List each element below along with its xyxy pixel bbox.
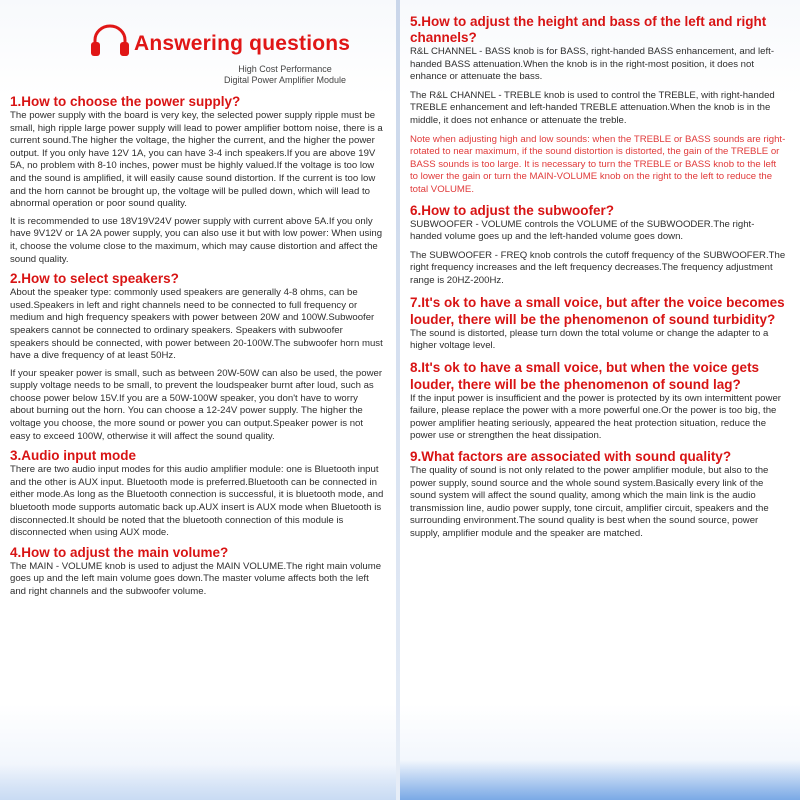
page-subtitle xyxy=(210,64,360,86)
subtitle-line-1: High Cost Performance xyxy=(238,64,332,74)
right-column xyxy=(400,0,800,800)
subtitle-line-2: Digital Power Amplifier Module xyxy=(223,75,347,85)
section-6-paragraph-1: SUBWOOFER - VOLUME controls the VOLUME of the SUBWOODER.The right-handed volume goes up and the left-handed volume goes down. xyxy=(410,218,755,243)
section-1-paragraph-1: The power supply with the board is very key, the selected power supply ripple must be small, high ripple large power supply will lead to power amplifier bottom noise, there is a current sound.The higher the voltage, the higher the current, and the higher the power output. If you only have 12V 1A, you can have 3-4 inch speakers.If you are above 19V 5A, no problem with 8-10 inches, power must be highly valued.If the voltage is too low and the sound is amplified, it will easily cause sound distortion. If the current is too low and the horn cannot be brought up, the voltage will be pulled down, which will lead to abnormal operation or poor sound quality. xyxy=(10,110,383,210)
left-column xyxy=(0,0,396,800)
page-title: Answering questions xyxy=(134,32,351,55)
section-3-heading: 3.Audio input mode xyxy=(10,448,136,464)
section-9-paragraph-1: The quality of sound is not only related to the power amplifier module, but also to the power supply, sound source and the whole sound system.Basically every link of the sound system will affect the sound quality, among which the main link is the audio transmission line, audio power supply, tone circuit, amplifier circuit, speakers and the surrounding environment.The sound quality is best when the sound source, power supply, amplifier module and the speaker are matched. xyxy=(410,465,769,540)
section-5-note: Note when adjusting high and low sounds: when the TREBLE or BASS sounds are right-rotated to near maximum, if the sound distortion is distorted, the gain of the TREBLE or BASS sounds is too large. It is necessary to turn the TREBLE or BASS knob to the left to lower the gain or turn the MAIN-VOLUME knob on the right to the left to reduce the total VOLUME. xyxy=(410,133,786,195)
right-bottom-band xyxy=(400,760,800,800)
section-9-heading: 9.What factors are associated with sound quality? xyxy=(410,449,732,465)
section-1-paragraph-2: It is recommended to use 18V19V24V power supply with current above 5A.If you only have 9V12V or 1A 2A power supply, you can also use it but with low power: When using it, choose the volume close to the maximum, which may cause distortion and affect the sound quality. xyxy=(10,215,383,265)
section-7-heading: 7.It's ok to have a small voice, but after the voice becomes louder, there will be the phenomenon of sound turbidity? xyxy=(410,294,785,327)
section-8-heading: 8.It's ok to have a small voice, but when the voice gets louder, there will be the phenomenon of sound lag? xyxy=(410,359,760,392)
section-2-heading: 2.How to select speakers? xyxy=(10,271,179,287)
section-4-heading: 4.How to adjust the main volume? xyxy=(10,544,229,560)
headphones-icon xyxy=(90,24,130,58)
section-4-paragraph-1: The MAIN - VOLUME knob is used to adjust the MAIN VOLUME.The right main volume goes up and the left main volume goes down.The master volume affects both the left and right channels and the subwoofer volume. xyxy=(10,560,382,597)
header xyxy=(10,6,384,92)
section-3-paragraph-1: There are two audio input modes for this audio amplifier module: one is Bluetooth input and the other is AUX input. Bluetooth mode is preferred.Bluetooth can be connected in either mode.As long as the Bluetooth connection is successful, it is bluetooth mode, and bluetooth mode supports automatic back up.AUX insert is AUX mode when Bluetooth is disconnected.It should be noted that the bluetooth connection of this module is disconnected when using AUX mode. xyxy=(10,464,384,539)
section-8-paragraph-1: If the input power is insufficient and the power is protected by its own intermittent power failure, please replace the power with a more powerful one.Or the power is too big, the power amplifier heating seriously, appeared the heat protection situation, reduce the power use or strengthen the heat dissipation. xyxy=(410,392,781,442)
section-2-paragraph-2: If your speaker power is small, such as between 20W-50W can also be used, the power supply voltage needs to be small, to prevent the loudspeaker burnt after loud, such as choose power below 15V.If you are a 50W-100W speaker, you don't have to worry about burning out the horn. You can choose a 12-24V power supply. The higher the voltage you choose, the more sound or power you can output.Speaker power is not easy to exceed 100W, otherwise it will affect the sound quality. xyxy=(10,367,383,442)
section-5-paragraph-2: The R&L CHANNEL - TREBLE knob is used to control the TREBLE, with right-handed TREBLE enhancement and left-handed TREBLE attenuation.When the knob is in the middle, it does not enhance or attenuate the treble. xyxy=(410,89,775,126)
left-bottom-band xyxy=(0,764,396,800)
section-2-paragraph-1: About the speaker type: commonly used speakers are generally 4-8 ohms, can be used.Speakers in left and right channels need to be connected to full frequency or medium and high frequency speakers with power between 20W and 100W.Subwoofer speakers cannot be connected to ordinary speakers. Speakers with subwoofer speakers should be connected, with power between 20-100W.The subwoofer horn must have a dive frequency of at least 50Hz. xyxy=(10,287,383,362)
section-6-heading: 6.How to adjust the subwoofer? xyxy=(410,202,615,218)
section-5-paragraph-1: R&L CHANNEL - BASS knob is for BASS, right-handed BASS enhancement, and left-handed BASS attenuation.When the knob is in the right-most position, it does not enhance or attenuate the bass. xyxy=(410,46,775,83)
section-1-heading: 1.How to choose the power supply? xyxy=(10,94,241,109)
section-7-paragraph-1: The sound is distorted, please turn down the total volume or change the adapter to a higher voltage level. xyxy=(410,327,769,352)
section-6-paragraph-2: The SUBWOOFER - FREQ knob controls the cutoff frequency of the SUBWOOFER.The right frequency increases and the left frequency decreases.The frequency adjustment range is 20HZ-200Hz. xyxy=(410,249,786,286)
section-5-heading: 5.How to adjust the height and bass of the left and right channels? xyxy=(410,14,767,45)
